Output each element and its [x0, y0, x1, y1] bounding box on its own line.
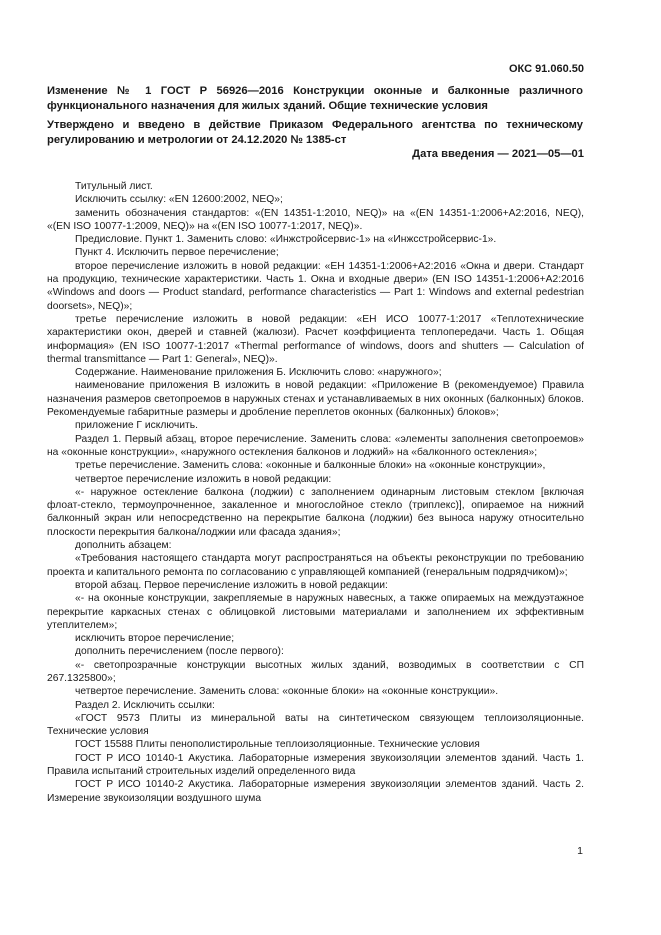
- paragraph: третье перечисление. Заменить слова: «оконные и балконные блоки» на «оконные конструкции»,: [75, 460, 546, 472]
- amendment-body: [47, 180, 584, 805]
- paragraph: второе перечисление изложить в новой редакции: «EH 14351-1:2006+A2:2016 «Окна и двери. Стандарт на продукцию, технические характеристики. Часть 1. Окна и входные двери» (EN ISO 14351-1:2006+A2:2016 «Windows and doors — Product standard, performance characteristics — Part 1: Windows and external pedestrian doorsets», NEQ)»;: [47, 260, 584, 312]
- paragraph: ГОСТ 15588 Плиты пенополистирольные теплоизоляционные. Технические условия: [75, 739, 480, 751]
- paragraph: третье перечисление изложить в новой редакции: «ЕН ИСО 10077-1:2017 «Теплотехнические характеристики окон, дверей и ставней (жалюзи). Расчет коэффициента теплопередачи. Часть 1. Общая информация» (EN ISO 10077-1:2017 «Thermal performance of windows, doors and shutters — Calculation of thermal transmittance — Part 1: General», NEQ)».: [47, 313, 584, 365]
- paragraph: ГОСТ Р ИСО 10140-2 Акустика. Лабораторные измерения звукоизоляции элементов зданий. Часть 2. Измерение звукоизоляции воздушного шума: [47, 779, 584, 804]
- paragraph: наименование приложения В изложить в новой редакции: «Приложение В (рекомендуемое) Правила назначения размеров светопроемов в наружных стенах и устанавливаемых в них оконных (балконных) блоков. Рекомендуемые габаритные размеры и дробление переплетов оконных (балконных) блоков»;: [47, 380, 584, 419]
- paragraph: исключить второе перечисление;: [75, 633, 235, 645]
- introduction-date: Дата введения — 2021—05—01: [412, 148, 584, 160]
- paragraph: «ГОСТ 9573 Плиты из минеральной ваты на синтетическом связующем теплоизоляционные. Технические условия: [47, 712, 584, 738]
- okc-code: ОКС 91.060.50: [508, 63, 584, 75]
- paragraph: «- наружное остекление балкона (лоджии) с заполнением одинарным листовым стеклом [включая флоат-стекло, термоупрочненное, закаленное и многослойное стекло (триплекс)], опираемое на нижний балконный экран или непосредственно на перекрытие балкона (лоджии) без выноса наружу относительно плоскости перекрытия балкона/лоджии или фасада здания»;: [47, 486, 584, 538]
- paragraph: Титульный лист.: [75, 181, 153, 192]
- paragraph: второй абзац. Первое перечисление изложить в новой редакции:: [75, 579, 388, 591]
- paragraph: «- на оконные конструкции, закрепляемые в наружных навесных, а также опираемых на междуэтажное перекрытие каркасных стенах с облицовкой листовыми материалами и заполнением их эффективным утеплителем»;: [47, 593, 584, 631]
- paragraph: четвертое перечисление изложить в новой редакции:: [75, 473, 332, 485]
- paragraph: Содержание. Наименование приложения Б. Исключить слово: «наружного»;: [75, 367, 442, 379]
- paragraph: Предисловие. Пункт 1. Заменить слово: «Инжстройсервис-1» на «Инжсстройсервис-1».: [75, 234, 497, 246]
- paragraph: ГОСТ Р ИСО 10140-1 Акустика. Лабораторные измерения звукоизоляции элементов зданий. Часть 1. Правила испытаний строительных изделий определенного вида: [47, 752, 584, 778]
- paragraph: дополнить перечислением (после первого):: [75, 646, 284, 658]
- page-number: 1: [577, 845, 583, 857]
- paragraph: четвертое перечисление. Заменить слова: «оконные блоки» на «оконные конструкции».: [75, 686, 499, 698]
- approval-statement: Утверждено и введено в действие Приказом Федерального агентства по техническому регулированию и метрологии от 24.12.2020 № 1385-ст: [47, 119, 583, 146]
- paragraph: Исключить ссылку: «EN 12600:2002, NEQ»;: [75, 194, 283, 206]
- paragraph: Пункт 4. Исключить первое перечисление;: [75, 247, 279, 259]
- paragraph: Раздел 1. Первый абзац, второе перечисление. Заменить слова: «элементы заполнения светопроемов» на «оконные конструкции», «наружного остекления балконов и лоджий» на «балконного остекления»;: [47, 433, 584, 458]
- paragraph: Раздел 2. Исключить ссылки:: [75, 699, 215, 711]
- paragraph: «Требования настоящего стандарта могут распространяться на объекты реконструкции по требованию проекта и капитального ремонта по согласованию с управляющей компанией (генеральным подрядчиком)»;: [47, 553, 584, 578]
- amendment-title: Изменение № 1 ГОСТ Р 56926—2016 Конструкции оконные и балконные различного функционального назначения для жилых зданий. Общие технические условия: [47, 85, 583, 112]
- paragraph: приложение Г исключить.: [75, 420, 198, 432]
- paragraph: дополнить абзацем:: [75, 540, 172, 552]
- paragraph: заменить обозначения стандартов: «(EN 14351-1:2010, NEQ)» на «(EN 14351-1:2006+A2:2016, NEQ), «(EN ISO 10077-1:2009, NEQ)» на «(EN ISO 10077-1:2017, NEQ)».: [47, 207, 584, 232]
- paragraph: «- светопрозрачные конструкции высотных жилых зданий, возводимых в соответствии с СП 267.1325800»;: [47, 659, 584, 684]
